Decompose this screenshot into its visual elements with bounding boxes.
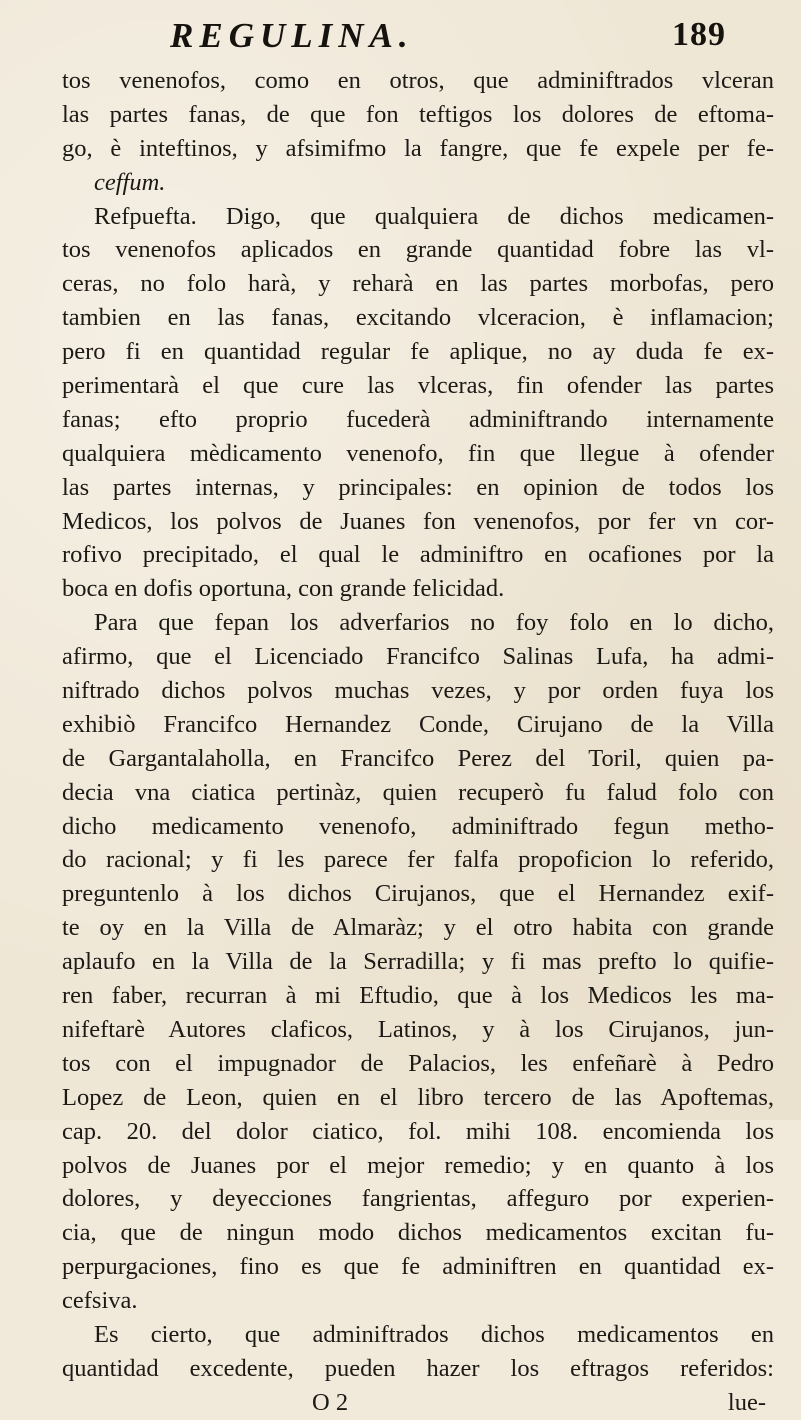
text-line: Medicos, los polvos de Juanes fon venenofos, por fer vn cor- <box>62 507 774 535</box>
text-line: preguntenlo à los dichos Cirujanos, que el Hernandez exif- <box>62 880 774 908</box>
text-line: fanas; efto proprio fucederà adminiftrando internamente <box>62 405 774 433</box>
text-line: go, è inteftinos, y afsimifmo la fangre, que fe expele per fe- <box>62 134 774 162</box>
text-line: nifeftarè Autores claficos, Latinos, y à los Cirujanos, jun- <box>62 1015 774 1043</box>
text-line: Lopez de Leon, quien en el libro tercero de las Apoftemas, <box>62 1083 774 1111</box>
text-line: Para que fepan los adverfarios no foy folo en lo dicho, <box>94 609 774 637</box>
text-line: tos con el impugnador de Palacios, les enfeñarè à Pedro <box>62 1049 774 1077</box>
signature-mark: O 2 <box>312 1388 349 1416</box>
text-line: cap. 20. del dolor ciatico, fol. mihi 108. encomienda los <box>62 1117 774 1145</box>
page-header <box>0 8 801 68</box>
text-line: qualquiera mèdicamento venenofo, fin que llegue à ofender <box>62 439 774 467</box>
text-line: do racional; y fi les parece fer falfa propoficion lo referido, <box>62 846 774 874</box>
text-line: niftrado dichos polvos muchas vezes, y por orden fuya los <box>62 677 774 705</box>
text-line: te oy en la Villa de Almaràz; y el otro habita con grande <box>62 914 774 942</box>
text-line: rofivo precipitado, el qual le adminiftro en ocafiones por la <box>62 541 774 569</box>
text-line: quantidad excedente, pueden hazer los eftragos referidos: <box>62 1354 774 1382</box>
text-line: cia, que de ningun modo dichos medicamentos excitan fu- <box>62 1219 774 1247</box>
text-line: exhibiò Francifco Hernandez Conde, Cirujano de la Villa <box>62 710 774 738</box>
text-line: las partes fanas, de que fon teftigos los dolores de eftoma- <box>62 100 774 128</box>
text-line: Refpuefta. Digo, que qualquiera de dichos medicamen- <box>94 202 774 230</box>
text-line: tos venenofos, como en otros, que adminiftrados vlceran <box>62 67 774 94</box>
text-line: decia vna ciatica pertinàz, quien recuperò fu falud folo con <box>62 778 774 806</box>
text-line: tos venenofos aplicados en grande quantidad fobre las vl- <box>62 236 774 264</box>
footer-line <box>62 1386 774 1420</box>
catchword: lue- <box>727 1388 766 1416</box>
text-line: perpurgaciones, fino es que fe adminiftren en quantidad ex- <box>62 1253 774 1281</box>
text-line: tambien en las fanas, excitando vlceracion, è inflamacion; <box>62 304 774 332</box>
text-line: cefsiva. <box>62 1287 138 1315</box>
text-line: boca en dofis oportuna, con grande felicidad. <box>62 575 505 603</box>
text-line: ceffum. <box>94 168 166 196</box>
text-line: dolores, y deyecciones fangrientas, affeguro por experien- <box>62 1185 774 1213</box>
text-line: Es cierto, que adminiftrados dichos medicamentos en <box>94 1320 774 1348</box>
text-line: polvos de Juanes por el mejor remedio; y en quanto à los <box>62 1151 774 1179</box>
running-title: REGULINA. <box>170 16 414 55</box>
text-line: ceras, no folo harà, y reharà en las partes morbofas, pero <box>62 270 774 298</box>
body-text <box>62 64 774 1420</box>
text-line: las partes internas, y principales: en opinion de todos los <box>62 473 774 501</box>
text-line: de Gargantalaholla, en Francifco Perez del Toril, quien pa- <box>62 744 774 772</box>
text-line: ren faber, recurran à mi Eftudio, que à los Medicos les ma- <box>62 982 774 1010</box>
text-line: dicho medicamento venenofo, adminiftrado fegun metho- <box>62 812 774 840</box>
text-line: perimentarà el que cure las vlceras, fin ofender las partes <box>62 372 774 400</box>
page-number: 189 <box>672 16 726 53</box>
text-line: aplaufo en la Villa de la Serradilla; y fi mas prefto lo quifie- <box>62 948 774 976</box>
text-line: afirmo, que el Licenciado Francifco Salinas Lufa, ha admi- <box>62 643 774 671</box>
text-line: pero fi en quantidad regular fe aplique, no ay duda fe ex- <box>62 338 774 366</box>
